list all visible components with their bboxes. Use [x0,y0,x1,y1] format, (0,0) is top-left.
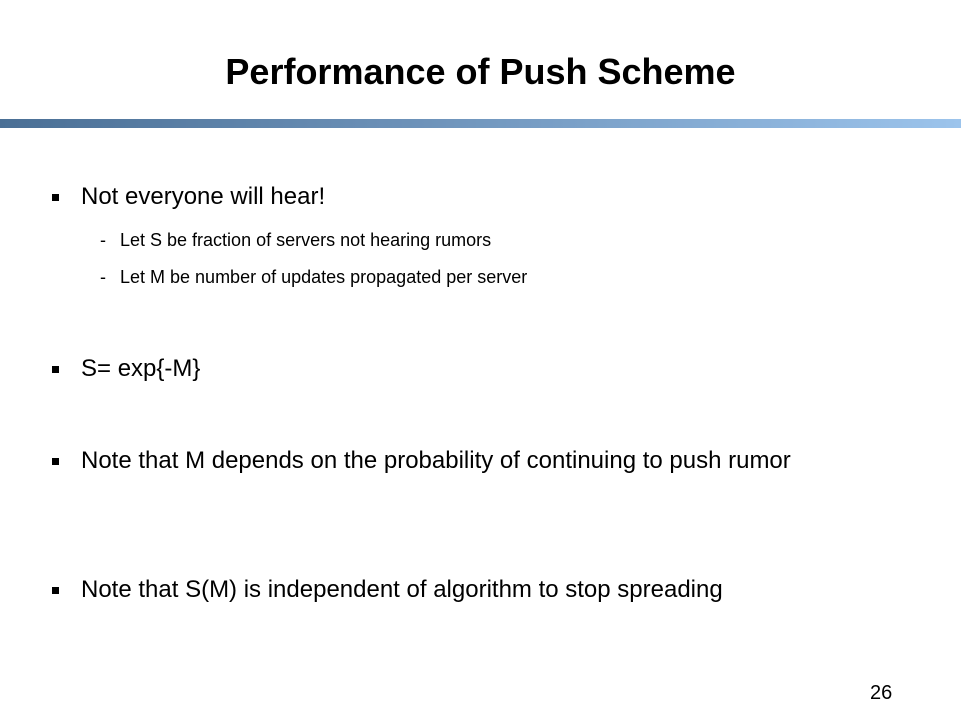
square-bullet-icon [52,587,59,594]
bullet-item [52,575,932,604]
sub-bullet-item [100,266,527,288]
sub-bullet-item [100,229,491,251]
sub-bullet-text: Let M be number of updates propagated per server [120,267,528,287]
bullet-text: Note that M depends on the probability of continuing to push rumor [81,447,791,474]
bullet-text: Note that S(M) is independent of algorithm to stop spreading [81,576,723,603]
sub-bullet-text: Let S be fraction of servers not hearing rumors [120,230,492,250]
square-bullet-icon [52,194,59,201]
square-bullet-icon [52,366,59,373]
dash-icon: - [100,230,106,250]
bullet-text: Not everyone will hear! [81,183,326,210]
title-divider [0,119,961,128]
square-bullet-icon [52,458,59,465]
bullet-item [52,354,932,383]
slide-title: Performance of Push Scheme [225,51,736,92]
bullet-item [52,446,932,475]
slide-number: 26 [870,682,893,704]
bullet-text: S= exp{-M} [81,355,201,382]
dash-icon: - [100,267,106,287]
bullet-item [52,182,932,211]
